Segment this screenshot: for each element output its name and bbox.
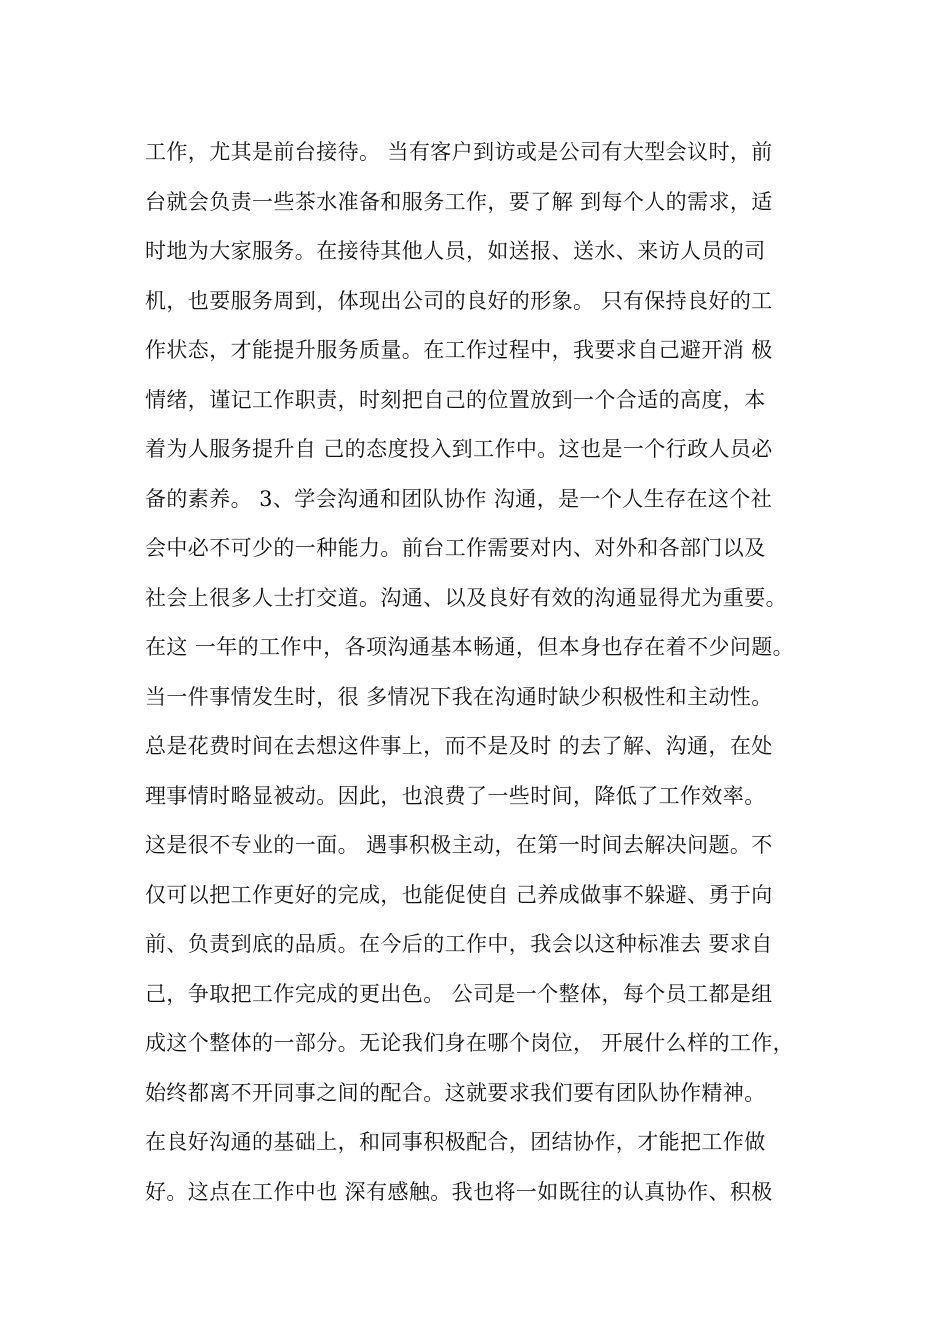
text-line: 工作，尤其是前台接待。 当有客户到访或是公司有大型会议时，前 [145,140,773,164]
text-line: 着为人服务提升自 己的态度投入到工作中。这也是一个行政人员必 [145,437,773,461]
text-line: 仅可以把工作更好的完成，也能促使自 己养成做事不躲避、勇于向 [145,882,773,907]
text-line: 时地为大家服务。在接待其他人员，如送报、送水、来访人员的司 [145,239,766,263]
text-line: 备的素养。 3、学会沟通和团队协作 沟通，是一个人生存在这个社 [145,486,773,511]
body-text [145,128,825,1217]
text-line: 社会上很多人士打交道。沟通、以及良好有效的沟通显得尤为重要。 [145,585,787,610]
text-line: 在这 一年的工作中，各项沟通基本畅通，但本身也存在着不少问题。 [145,635,795,659]
text-line: 机，也要服务周到，体现出公司的良好的形象。 只有保持良好的工 [145,288,773,313]
text-line: 成这个整体的一部分。无论我们身在哪个岗位， 开展什么样的工作， [145,1031,795,1055]
text-line: 前、负责到底的品质。在今后的工作中，我会以这种标准去 要求自 [145,932,773,956]
text-line: 这是很不专业的一面。 遇事积极主动，在第一时间去解决问题。不 [145,833,773,857]
text-line: 总是花费时间在去想这件事上，而不是及时 的去了解、沟通，在处 [145,734,773,758]
text-line: 台就会负责一些茶水准备和服务工作，要了解 到每个人的需求，适 [145,189,773,214]
text-line: 情绪，谨记工作职责，时刻把自己的位置放到一个合适的高度，本 [145,387,766,412]
text-line: 己，争取把工作完成的更出色。 公司是一个整体，每个员工都是组 [145,981,773,1006]
text-line: 会中必不可少的一种能力。前台工作需要对内、对外和各部门以及 [145,536,766,560]
text-line: 作状态，才能提升服务质量。在工作过程中，我要求自己避开消 极 [145,338,773,362]
text-line: 在良好沟通的基础上，和同事积极配合，团结协作，才能把工作做 [145,1130,766,1154]
text-line: 好。这点在工作中也 深有感触。我也将一如既往的认真协作、积极 [145,1179,773,1204]
text-line: 当一件事情发生时，很 多情况下我在沟通时缺少积极性和主动性。 [145,684,773,709]
text-line: 始终都离不开同事之间的配合。这就要求我们要有团队协作精神。 [145,1080,766,1105]
text-line: 理事情时略显被动。因此，也浪费了一些时间，降低了工作效率。 [145,783,766,808]
